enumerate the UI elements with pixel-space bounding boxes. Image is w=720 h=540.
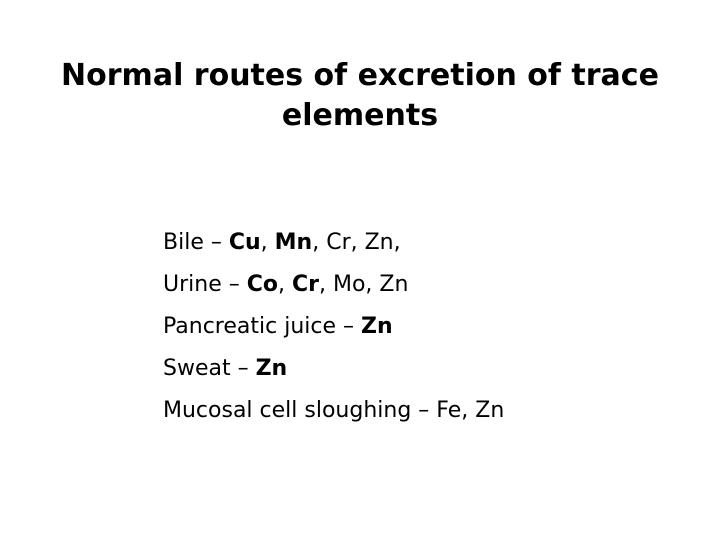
route-bile xyxy=(163,222,703,264)
route-urine-cr: Cr xyxy=(292,272,319,297)
route-mucosal-text: Mucosal cell sloughing – Fe, Zn xyxy=(163,398,505,423)
slide-title xyxy=(30,56,690,136)
route-urine-sep: , xyxy=(278,272,292,297)
route-bile-mn: Mn xyxy=(274,230,313,255)
route-sweat-prefix: Sweat – xyxy=(163,356,256,381)
title-line-2: elements xyxy=(281,98,439,133)
route-sweat-zn: Zn xyxy=(255,356,288,381)
route-bile-cu: Cu xyxy=(228,230,261,255)
route-bile-sep: , xyxy=(260,230,275,255)
route-bile-rest: , Cr, Zn, xyxy=(312,230,401,255)
route-urine xyxy=(163,264,703,306)
route-sweat xyxy=(163,348,703,390)
title-line-1: Normal routes of excretion of trace xyxy=(61,58,659,93)
route-urine-prefix: Urine – xyxy=(163,272,247,297)
route-mucosal-sloughing xyxy=(163,390,703,432)
route-urine-co: Co xyxy=(246,272,278,297)
route-pancreatic-juice xyxy=(163,306,703,348)
route-bile-prefix: Bile – xyxy=(163,230,229,255)
route-pancreatic-zn: Zn xyxy=(361,314,393,339)
route-urine-rest: , Mo, Zn xyxy=(319,272,409,297)
route-pancreatic-prefix: Pancreatic juice – xyxy=(163,314,361,339)
routes-list xyxy=(163,222,703,432)
